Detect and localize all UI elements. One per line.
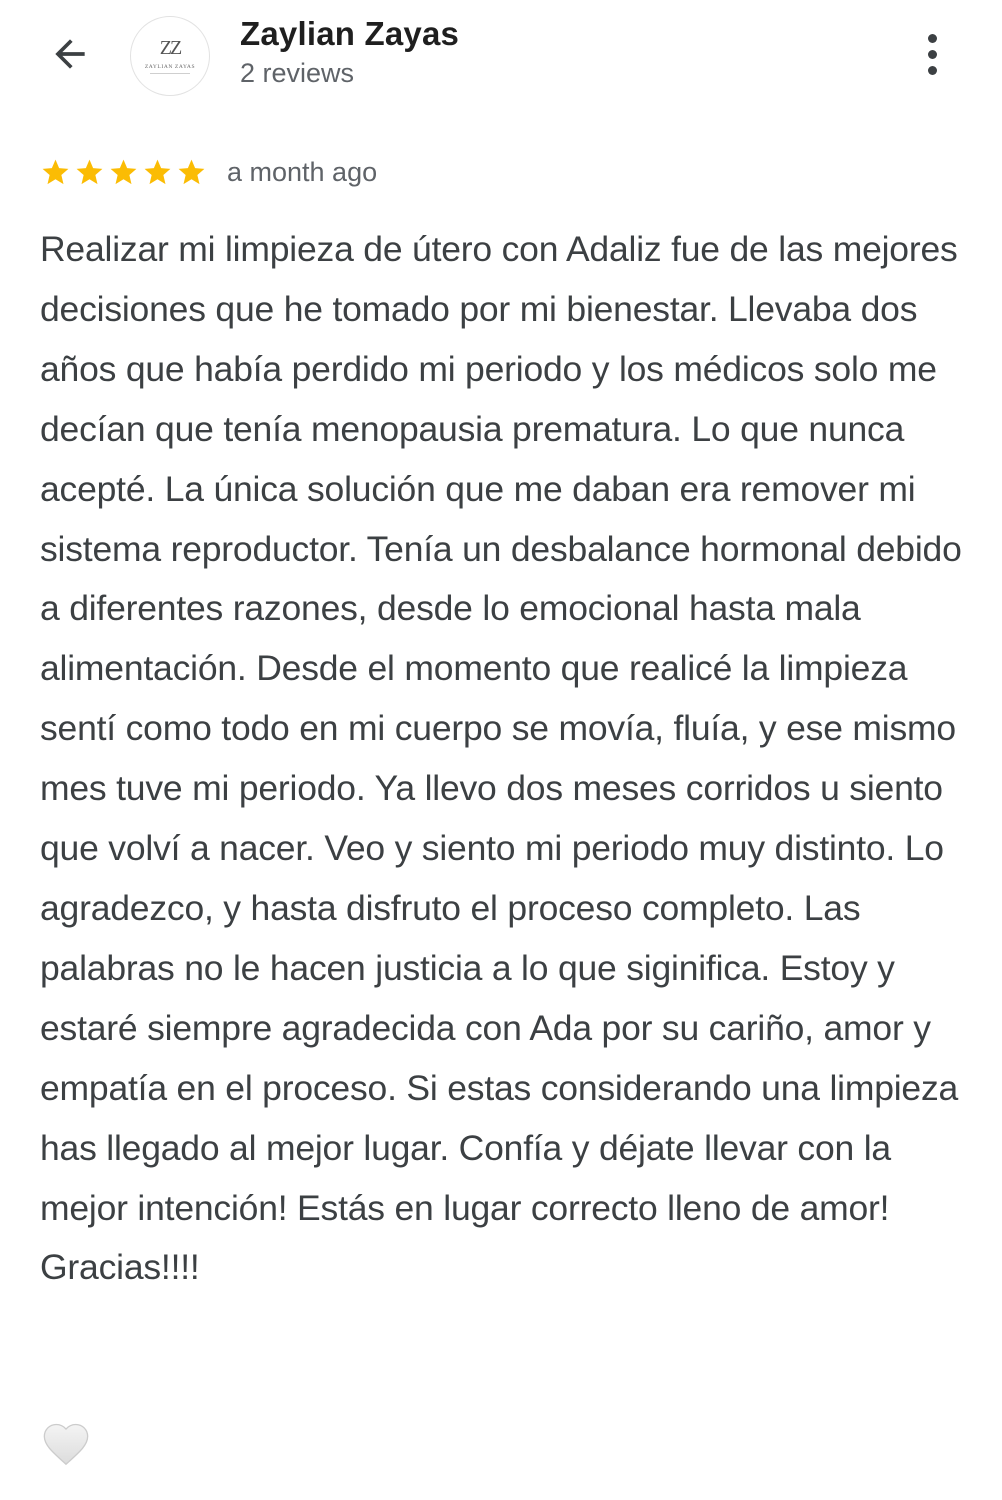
reviewer-name[interactable]: Zaylian Zayas [240, 15, 460, 52]
star-icon [40, 157, 71, 188]
review-date: a month ago [227, 156, 378, 187]
more-vertical-icon-dot [928, 66, 937, 75]
rating-row [40, 150, 377, 194]
review-text: Realizar mi limpieza de útero con Adaliz fue de las mejores decisiones que he tomado por mi bienestar. Llevaba dos años que había perdido mi periodo y los médicos solo me decían que tenía menopausia prematura. Lo que nunca acepté. La única solución que me daban era remover mi sistema reproductor. Tenía un desbalance hormonal debido a diferentes razones, desde lo emocional hasta mala alimentación. Desde el momento que realicé la limpieza sentí como todo en mi cuerpo se movía, fluía, y ese mismo mes tuve mi periodo. Ya llevo dos meses corridos u siento que volví a nacer. Veo y siento mi periodo muy distinto. Lo agradezco, y hasta disfruto el proceso completo. Las palabras no le hacen justicia a lo que siginifica. Estoy y estaré siempre agradecida con Ada por su cariño, amor y empatía en el proceso. Si estas considerando una limpieza has llegado al mejor lugar. Confía y déjate llevar con la mejor intención! Estás en lugar correcto lleno de amor! Gracias!!!! [40, 229, 962, 1288]
star-icon [176, 157, 207, 188]
more-vertical-icon-dot [928, 50, 937, 59]
star-icon [74, 157, 105, 188]
star-icon [108, 157, 139, 188]
more-vertical-icon [928, 34, 937, 43]
avatar-divider [150, 73, 190, 74]
review-header [0, 0, 1002, 120]
star-rating [40, 157, 207, 188]
more-options-button[interactable] [910, 28, 954, 80]
avatar-monogram: ZZ [159, 37, 181, 59]
star-icon [142, 157, 173, 188]
white-heart-icon [40, 1418, 92, 1470]
avatar-brand-text: ZAYLIAN ZAYAS [144, 64, 196, 70]
back-button[interactable] [44, 28, 96, 80]
avatar[interactable] [130, 16, 210, 96]
review-count[interactable]: 2 reviews [240, 58, 355, 88]
arrow-back-icon [48, 32, 92, 76]
